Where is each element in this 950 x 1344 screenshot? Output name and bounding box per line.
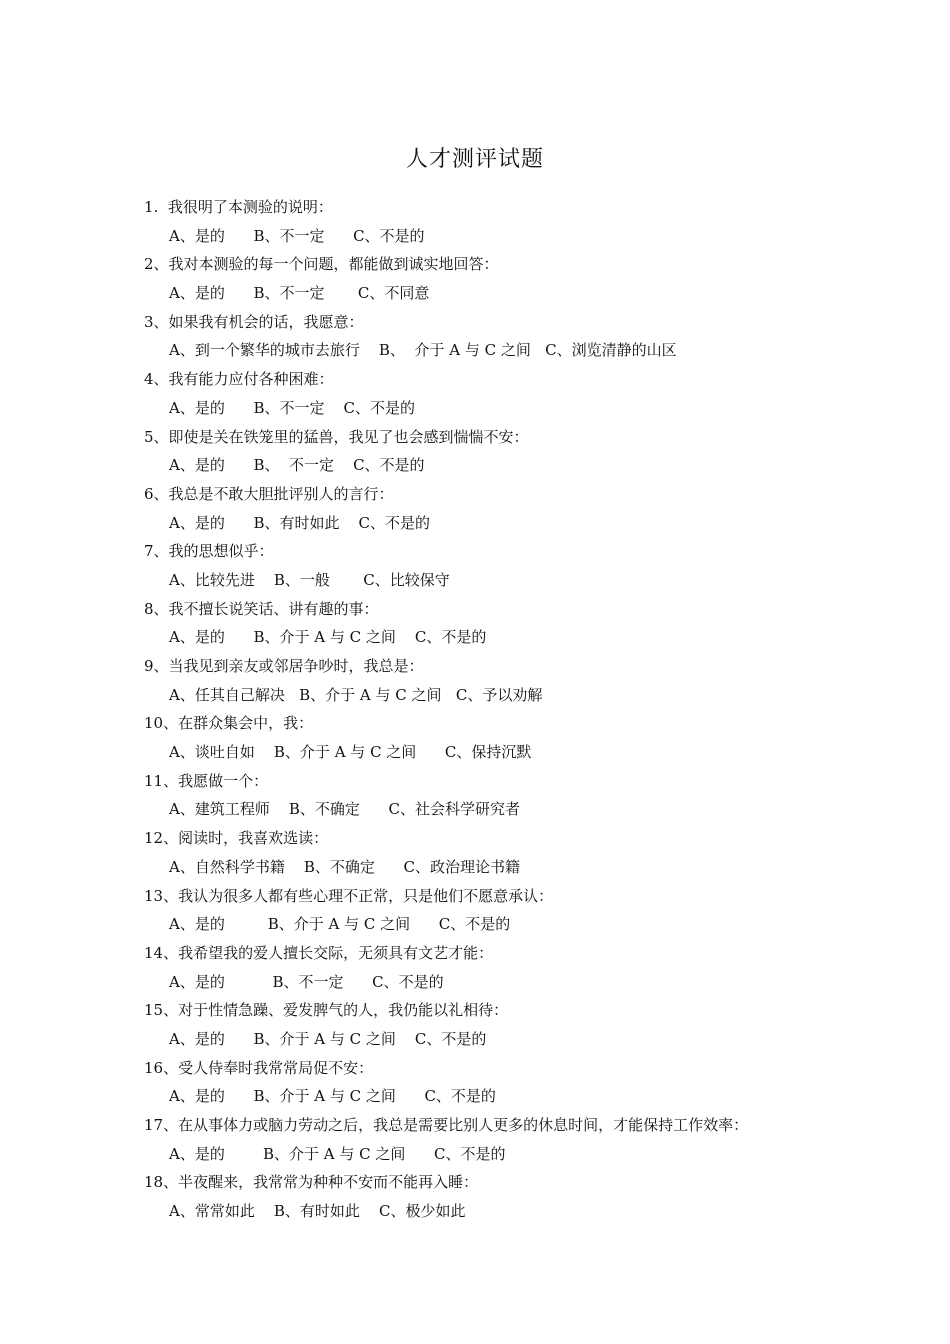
question-options: A、建筑工程师 B、不确定 C、社会科学研究者 — [169, 800, 521, 819]
question-options: A、谈吐自如 B、介于 A 与 C 之间 C、保持沉默 — [169, 743, 532, 762]
question-text: 7、我的思想似乎： — [144, 542, 274, 561]
question-text: 13、我认为很多人都有些心理不正常，只是他们不愿意承认： — [144, 886, 554, 905]
question-text: 18、半夜醒来，我常常为种种不安而不能再入睡： — [144, 1173, 479, 1192]
question-text: 8、我不擅长说笑话、讲有趣的事： — [144, 599, 379, 618]
question-options: A、是的 B、不一定 C、不是的 — [169, 398, 416, 417]
question-text: 6、我总是不敢大胆批评别人的言行： — [144, 484, 394, 503]
question-options: A、是的 B、介于 A 与 C 之间 C、不是的 — [169, 915, 511, 934]
question-text: 3、如果我有机会的话，我愿意： — [144, 312, 364, 331]
question-list — [144, 193, 844, 1226]
question-options: A、是的 B、介于 A 与 C 之间 C、不是的 — [169, 1029, 487, 1048]
question-options: A、是的 B、介于 A 与 C 之间 C、不是的 — [169, 1144, 506, 1163]
question-options: A、自然科学书籍 B、不确定 C、政治理论书籍 — [169, 857, 521, 876]
question-text: 9、当我见到亲友或邻居争吵时，我总是： — [144, 657, 424, 675]
question-options: A、是的 B、介于 A 与 C 之间 C、不是的 — [169, 1087, 496, 1106]
question-text: 5、即使是关在铁笼里的猛兽，我见了也会感到惴惴不安： — [144, 427, 529, 446]
question-text: 10、在群众集会中，我： — [144, 714, 314, 733]
question-options: A、比较先进 B、一般 C、比较保守 — [169, 570, 450, 589]
question-text: 14、我希望我的爱人擅长交际，无须具有文艺才能： — [144, 943, 494, 962]
question-options: A、任其自己解决 B、介于 A 与 C 之间 C、予以劝解 — [169, 685, 543, 704]
question-options: A、是的 B、不一定 C、不是的 — [169, 972, 444, 991]
question-options: A、是的 B、介于 A 与 C 之间 C、不是的 — [169, 628, 487, 647]
question-text: 2、我对本测验的每一个问题，都能做到诚实地回答： — [144, 255, 499, 274]
page-title: 人才测评试题 — [405, 147, 544, 172]
question-options: A、是的 B、 不一定 C、不是的 — [169, 456, 425, 475]
question-options: A、是的 B、有时如此 C、不是的 — [169, 513, 431, 532]
question-options: A、到一个繁华的城市去旅行 B、 介于 A 与 C 之间 C、浏览清静的山区 — [169, 341, 677, 360]
question-text: 1. 我很明了本测验的说明： — [144, 198, 333, 216]
question-text: 17、在从事体力或脑力劳动之后，我总是需要比别人更多的休息时间，才能保持工作效率： — [144, 1116, 749, 1134]
question-text: 4、我有能力应付各种困难： — [144, 370, 334, 389]
question-text: 15、对于性情急躁、爱发脾气的人，我仍能以礼相待： — [144, 1001, 509, 1020]
question-text: 12、阅读时，我喜欢选读： — [144, 829, 329, 848]
question-options: A、是的 B、不一定 C、不同意 — [169, 284, 430, 303]
question-text: 16、受人侍奉时我常常局促不安： — [144, 1058, 374, 1077]
question-text: 11、我愿做一个： — [144, 771, 269, 790]
question-options: A、是的 B、不一定 C、不是的 — [169, 226, 425, 245]
question-options: A、常常如此 B、有时如此 C、极少如此 — [169, 1202, 466, 1221]
